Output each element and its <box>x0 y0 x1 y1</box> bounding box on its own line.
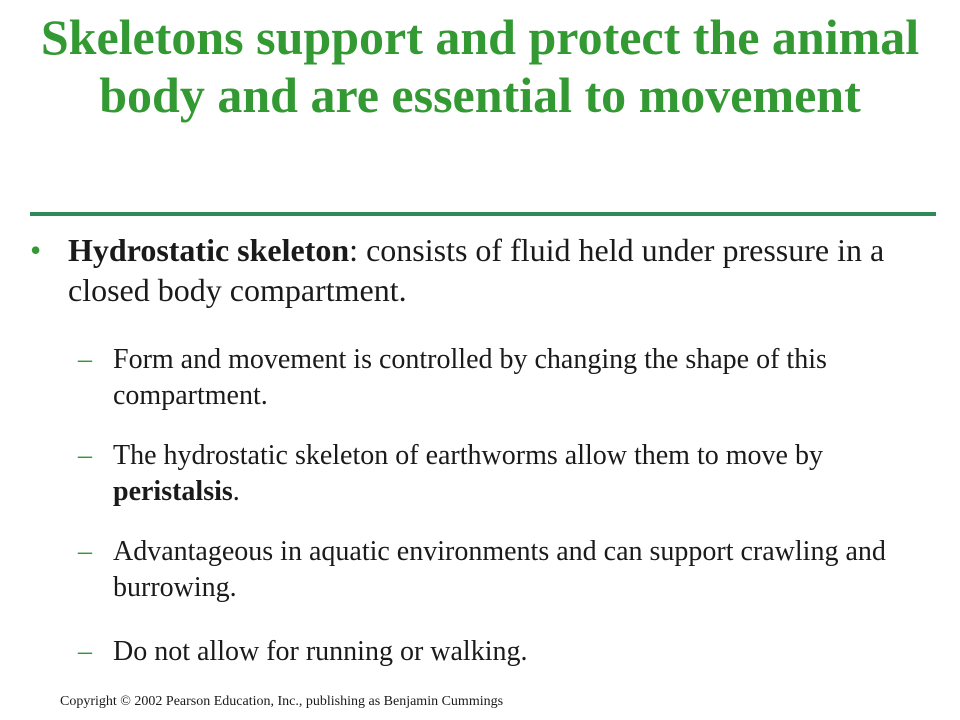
sub-bullet <box>78 342 938 414</box>
sub-bullet-marker: – <box>78 344 92 375</box>
copyright-footer: Copyright © 2002 Pearson Education, Inc., publishing as Benjamin Cummings <box>60 694 504 709</box>
title-divider <box>30 212 936 216</box>
sub-bullet-marker: – <box>78 636 92 667</box>
sub-bullet-text <box>113 438 938 510</box>
sub-bullet <box>78 634 938 670</box>
sub-bullet-text-before: The hydrostatic skeleton of earthworms allow them to move by <box>113 440 823 471</box>
main-bullet <box>30 230 910 310</box>
main-bullet-text <box>68 230 910 310</box>
sub-bullet <box>78 534 938 606</box>
sub-bullet-text-after: . <box>232 476 240 507</box>
slide-title: Skeletons support and protect the animal body and are essential to movement <box>40 9 920 123</box>
sub-bullet <box>78 438 938 510</box>
main-bullet-term: Hydrostatic skeleton <box>68 232 350 268</box>
main-bullet-definition: : consists of fluid held under pressure in a closed body compartment. <box>68 232 885 308</box>
sub-bullet-text: Advantageous in aquatic environments and can support crawling and burrowing. <box>113 536 886 603</box>
sub-bullet-bold-term: peristalsis <box>113 476 233 507</box>
sub-bullet-text: Form and movement is controlled by changing the shape of this compartment. <box>113 344 827 411</box>
sub-bullet-marker: – <box>78 536 92 567</box>
sub-bullet-marker: – <box>78 440 92 471</box>
sub-bullet-text: Do not allow for running or walking. <box>113 636 528 667</box>
bullet-marker: • <box>30 232 42 268</box>
